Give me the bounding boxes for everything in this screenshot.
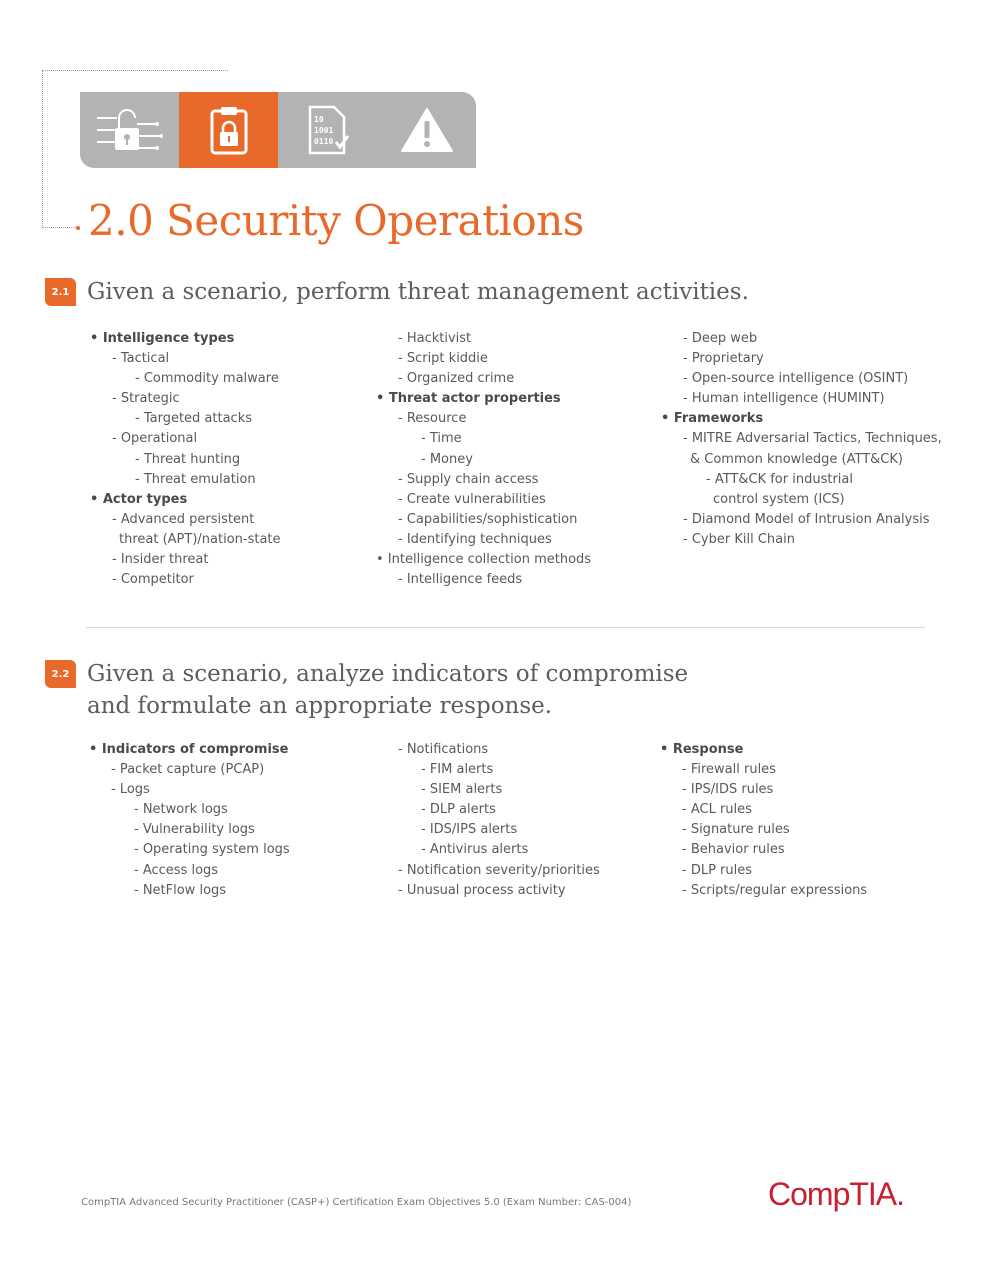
domain-icon-cell-4 xyxy=(377,92,476,168)
objective-list-item: - Antivirus alerts xyxy=(421,842,529,858)
objective-column xyxy=(89,740,379,901)
domain-icon-bar xyxy=(80,92,476,168)
objective-list-item: - DLP alerts xyxy=(421,802,496,818)
objective-list-item: - IPS/IDS rules xyxy=(682,782,774,798)
objective-list-item: - Intelligence feeds xyxy=(398,572,523,588)
objective-list-item: - Organized crime xyxy=(398,371,515,387)
objective-list-item: • Response xyxy=(660,742,744,757)
objective-list-item: • Threat actor properties xyxy=(376,391,561,407)
section-divider xyxy=(86,627,925,628)
objective-list-item: - Insider threat xyxy=(112,552,209,568)
objective-list-item: - Notifications xyxy=(398,742,489,757)
objective-list-item: - DLP rules xyxy=(682,862,753,878)
objective-list-item: - MITRE Adversarial Tactics, Techniques, xyxy=(683,431,942,447)
objective-list-item: - Tactical xyxy=(112,351,170,367)
objective-list-item: • Frameworks xyxy=(661,411,764,427)
objective-list-item: - Cyber Kill Chain xyxy=(683,531,795,547)
objective-list-item: - Script kiddie xyxy=(398,351,488,367)
objective-list-item: control system (ICS) xyxy=(713,491,845,507)
objective-list-item: - ACL rules xyxy=(682,802,752,818)
decorative-dot xyxy=(76,226,80,230)
objective-column xyxy=(90,329,380,590)
objective-column xyxy=(661,329,951,550)
objective-heading-line: Given a scenario, analyze indicators of compromise xyxy=(87,661,689,687)
objective-list-item: - Competitor xyxy=(112,572,194,588)
objective-list-item: - Deep web xyxy=(683,331,758,346)
objective-list-item: - Create vulnerabilities xyxy=(398,491,546,507)
objective-list-item: - Identifying techniques xyxy=(398,531,552,547)
objective-list-item: - Packet capture (PCAP) xyxy=(111,762,265,778)
objective-list-item: • Intelligence types xyxy=(90,331,235,346)
domain-icon-cell-2 xyxy=(179,92,278,168)
objective-list-item: - Network logs xyxy=(134,802,228,818)
objective-heading xyxy=(87,276,749,308)
objective-list-item: - Open-source intelligence (OSINT) xyxy=(683,371,909,387)
objective-column xyxy=(376,329,666,590)
objective-list-item: - ATT&CK for industrial xyxy=(706,471,853,487)
objective-heading-line: Given a scenario, perform threat management activities. xyxy=(87,279,749,305)
objective-list-item: - SIEM alerts xyxy=(421,782,503,798)
objective-list-item: - Vulnerability logs xyxy=(134,822,255,838)
lock-circuit-icon xyxy=(95,104,165,156)
objective-list-item: threat (APT)/nation-state xyxy=(119,531,281,547)
objective-list-item: - Commodity malware xyxy=(135,371,279,387)
objective-list-item: - Money xyxy=(421,451,473,467)
objective-heading xyxy=(87,658,688,722)
svg-text:1001: 1001 xyxy=(313,126,333,135)
objective-list-item: - Operating system logs xyxy=(134,842,290,858)
objective-list-item: - IDS/IPS alerts xyxy=(421,822,518,838)
objective-list-item: - Notification severity/priorities xyxy=(398,862,600,878)
objective-list-item: - Threat emulation xyxy=(135,471,256,487)
clipboard-lock-icon xyxy=(207,104,251,156)
objective-list-item: - Diamond Model of Intrusion Analysis xyxy=(683,511,930,527)
comptia-logo: CompTIA. xyxy=(768,1176,905,1212)
objective-list-item: - NetFlow logs xyxy=(134,882,227,898)
objective-number-badge: 2.2 xyxy=(45,660,76,688)
objective-list-item: - Resource xyxy=(398,411,467,427)
svg-text:10: 10 xyxy=(313,115,324,124)
footer-text: CompTIA Advanced Security Practitioner (CASP+) Certification Exam Objectives 5.0 (Exam Number: CAS-004) xyxy=(81,1197,632,1208)
objective-list-item: - Strategic xyxy=(112,391,180,407)
objective-list-item: - Signature rules xyxy=(682,822,790,838)
objective-list-item: - Access logs xyxy=(134,862,219,878)
domain-icon-cell-3 xyxy=(278,92,377,168)
objective-heading-line: and formulate an appropriate response. xyxy=(87,693,553,719)
objective-list-item: - Firewall rules xyxy=(682,762,776,778)
warning-icon xyxy=(400,106,454,154)
binary-document-icon xyxy=(306,104,350,156)
objective-number-badge: 2.1 xyxy=(45,278,76,306)
decorative-connector xyxy=(42,227,78,228)
objective-list-item: - Human intelligence (HUMINT) xyxy=(683,391,885,407)
svg-text:0110: 0110 xyxy=(313,137,333,146)
objective-list-item: - Scripts/regular expressions xyxy=(682,882,868,898)
objective-list-item: & Common knowledge (ATT&CK) xyxy=(690,451,903,467)
domain-icon-cell-1 xyxy=(80,92,179,168)
objective-list-item: • Intelligence collection methods xyxy=(376,552,592,568)
objective-list-item: - Unusual process activity xyxy=(398,882,566,898)
objective-list-item: - Behavior rules xyxy=(682,842,785,858)
objective-list-item: - Advanced persistent xyxy=(112,511,255,527)
objective-list-item: - Threat hunting xyxy=(135,451,241,467)
objective-list-item: - Targeted attacks xyxy=(135,411,252,427)
objective-list-item: - Capabilities/sophistication xyxy=(398,511,578,527)
section-title: 2.0 Security Operations xyxy=(88,196,584,245)
objective-list-item: - Operational xyxy=(112,431,198,447)
objective-column xyxy=(376,740,666,901)
objective-column xyxy=(660,740,950,901)
objective-list-item: - Hacktivist xyxy=(398,331,472,346)
objective-list-item: • Actor types xyxy=(90,491,188,507)
objective-list-item: - Time xyxy=(421,431,462,447)
objective-list-item: - Proprietary xyxy=(683,351,764,367)
objective-list-item: • Indicators of compromise xyxy=(89,742,289,757)
objective-list-item: - FIM alerts xyxy=(421,762,494,778)
objective-list-item: - Logs xyxy=(111,782,150,798)
objective-list-item: - Supply chain access xyxy=(398,471,539,487)
